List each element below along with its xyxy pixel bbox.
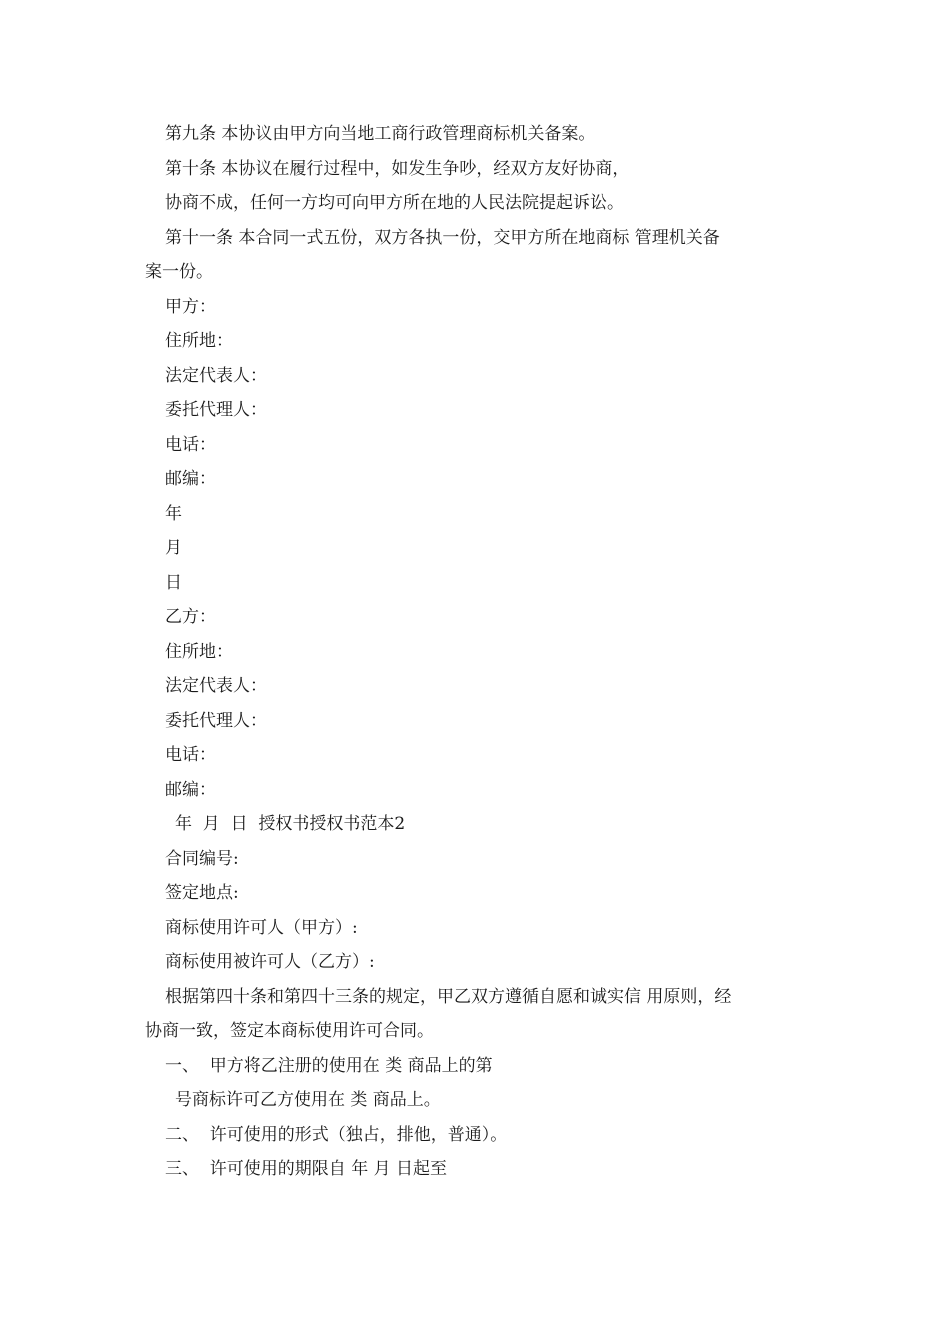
text-line: 三、 许可使用的期限自 年 月 日起至	[165, 1159, 448, 1179]
text-line: 住所地：	[165, 641, 233, 662]
text-line: 一、 甲方将乙注册的使用在 类 商品上的第	[165, 1055, 493, 1076]
text-line: 委托代理人：	[165, 710, 267, 731]
text-line: 电话：	[165, 434, 216, 455]
text-line: 甲方：	[165, 296, 216, 317]
text-line: 商标使用许可人（甲方）:	[165, 917, 358, 938]
text-line: 日	[165, 572, 182, 593]
text-line: 合同编号:	[165, 848, 239, 869]
text-line: 法定代表人：	[165, 365, 267, 386]
text-line: 商标使用被许可人（乙方）:	[165, 952, 375, 972]
text-line: 法定代表人：	[165, 676, 267, 696]
text-line: 案一份。	[145, 262, 213, 282]
text-line: 邮编：	[165, 469, 216, 489]
text-line: 第九条 本协议由甲方向当地工商行政管理商标机关备案。	[165, 124, 596, 144]
text-line: 二、 许可使用的形式（独占，排他，普通）。	[165, 1124, 508, 1145]
text-line: 第十一条 本合同一式五份，双方各执一份，交甲方所在地商标 管理机关备	[165, 227, 720, 248]
text-line: 第十条 本协议在履行过程中，如发生争吵，经双方友好协商，	[165, 158, 630, 179]
text-line: 年	[165, 503, 182, 524]
text-line: 根据第四十条和第四十三条的规定，甲乙双方遵循自愿和诚实信 用原则，经	[165, 986, 732, 1007]
text-line: 协商不成，任何一方均可向甲方所在地的人民法院提起诉讼。	[165, 193, 624, 213]
text-line: 住所地：	[165, 331, 233, 351]
text-line: 委托代理人：	[165, 400, 267, 420]
text-line: 年 月 日 授权书授权书范本2	[175, 814, 406, 834]
text-line: 号商标许可乙方使用在 类 商品上。	[175, 1090, 441, 1110]
text-line: 协商一致，签定本商标使用许可合同。	[145, 1021, 434, 1041]
text-line: 乙方：	[165, 607, 216, 627]
text-line: 签定地点:	[165, 883, 239, 903]
text-line: 电话：	[165, 745, 216, 765]
text-line: 邮编：	[165, 779, 216, 800]
document-body	[145, 117, 815, 1187]
text-line: 月	[165, 538, 182, 558]
